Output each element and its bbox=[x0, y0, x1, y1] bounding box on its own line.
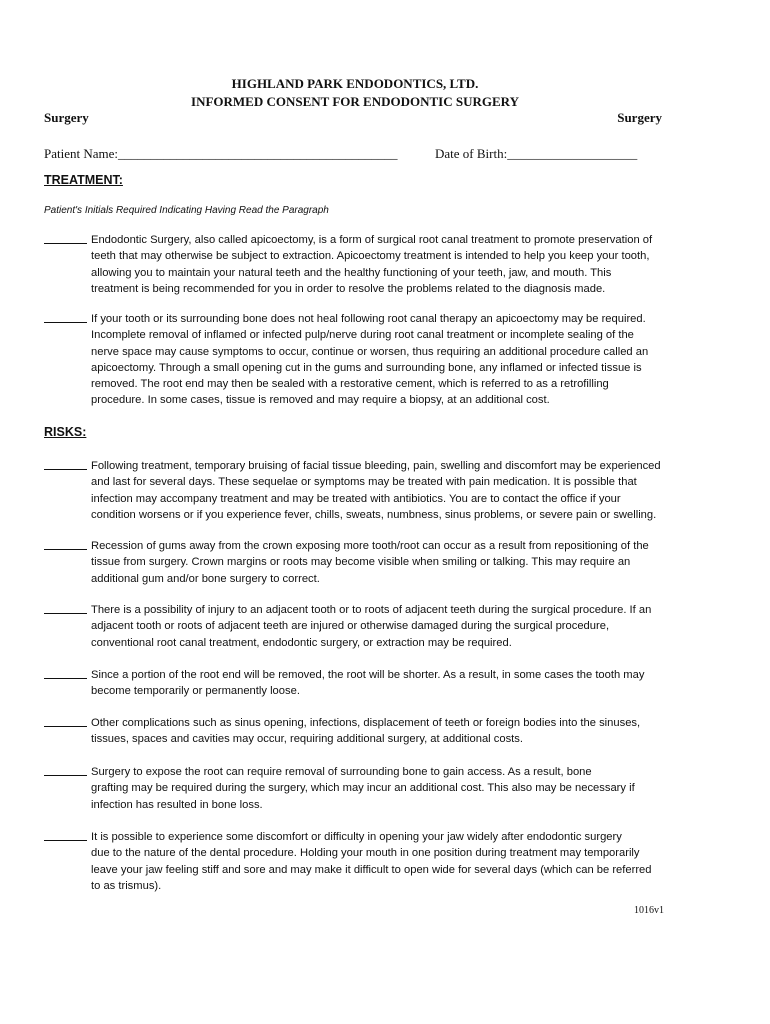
paragraph-text: Surgery to expose the root can require removal of surrounding bone to gain access. As a result, bone grafting may be required during the surgery, which may incur an additional cost. This also may be necessary if infection has resulted in bone loss. bbox=[91, 766, 635, 811]
initials-blank[interactable] bbox=[44, 549, 87, 550]
initials-blank[interactable] bbox=[44, 322, 87, 323]
initials-blank[interactable] bbox=[44, 678, 87, 679]
paragraph-text: There is a possibility of injury to an adjacent tooth or to roots of adjacent teeth during the surgical procedure. If an adjacent tooth or roots of adjacent teeth are injured or otherwise damaged during the surgical procedure, conventional root canal treatment, endodontic surgery, or extraction may be required. bbox=[91, 604, 652, 649]
initials-note: Patient's Initials Required Indicating Having Read the Paragraph bbox=[44, 205, 329, 216]
paragraph-text: Since a portion of the root end will be removed, the root will be shorter. As a result, in some cases the tooth may become temporarily or permanently loose. bbox=[91, 669, 645, 698]
initials-blank[interactable] bbox=[44, 775, 87, 776]
practice-name: HIGHLAND PARK ENDODONTICS, LTD. bbox=[231, 76, 479, 91]
initials-blank[interactable] bbox=[44, 840, 87, 841]
form-title: INFORMED CONSENT FOR ENDODONTIC SURGERY bbox=[191, 94, 519, 109]
paragraph-text: Following treatment, temporary bruising of facial tissue bleeding, pain, swelling and discomfort may be experienced and last for several days. These sequelae or symptoms may be treated with pain medication. It is possible that infection may accompany treatment and may be treated with antibiotics. You are to contact the office if your condition worsens or if you experience fever, chills, sweats, numbness, sinus problems, or severe pain or swelling. bbox=[91, 460, 661, 521]
treatment-heading: TREATMENT: bbox=[44, 173, 123, 187]
paragraph-text: It is possible to experience some discomfort or difficulty in opening your jaw widely after endodontic surgery due to the nature of the dental procedure. Holding your mouth in one position during treatment may temporarily leave your jaw feeling stiff and sore and may make it difficult to open wide for several days (which can be referred to as trismus). bbox=[91, 831, 652, 892]
surgery-label-left: Surgery bbox=[44, 110, 89, 125]
initials-blank[interactable] bbox=[44, 469, 87, 470]
paragraph-text: Endodontic Surgery, also called apicoectomy, is a form of surgical root canal treatment to promote preservation of teeth that may otherwise be subject to extraction. Apicoectomy treatment is intended to help you keep your tooth, allowing you to maintain your natural teeth and the healthy functioning of your teeth, jaw, and mouth. This treatment is being recommended for you in order to resolve the problems related to the diagnosis made. bbox=[91, 234, 653, 295]
form-version: 1016v1 bbox=[634, 905, 664, 916]
initials-blank[interactable] bbox=[44, 243, 87, 244]
risks-heading: RISKS: bbox=[44, 425, 87, 439]
initials-blank[interactable] bbox=[44, 726, 87, 727]
date-of-birth-field[interactable]: Date of Birth:____________________ bbox=[435, 146, 638, 161]
patient-name-field[interactable]: Patient Name:___________________________________________ bbox=[44, 146, 398, 161]
paragraph-text: Recession of gums away from the crown exposing more tooth/root can occur as a result from repositioning of the tissue from surgery. Crown margins or roots may become visible when smiling or talking. This may require an additional gum and/or bone surgery to correct. bbox=[91, 540, 649, 585]
initials-blank[interactable] bbox=[44, 613, 87, 614]
paragraph-text: If your tooth or its surrounding bone does not heal following root canal therapy an apicoectomy may be required. Incomplete removal of inflamed or infected pulp/nerve during root canal treatment or incomplete sealing of the nerve space may cause symptoms to occur, continue or worsen, thus requiring an additional procedure called an apicoectomy. Through a small opening cut in the gums and surrounding bone, any inflamed or infected tissue is removed. The root end may then be sealed with a restorative cement, which is referred to as a retrofilling procedure. In some cases, tissue is removed and may require a biopsy, at an additional cost. bbox=[91, 313, 649, 407]
paragraph-text: Other complications such as sinus opening, infections, displacement of teeth or foreign bodies into the sinuses, tissues, spaces and cavities may occur, requiring additional surgery, at additional costs. bbox=[91, 717, 641, 746]
surgery-label-right: Surgery bbox=[617, 110, 662, 125]
